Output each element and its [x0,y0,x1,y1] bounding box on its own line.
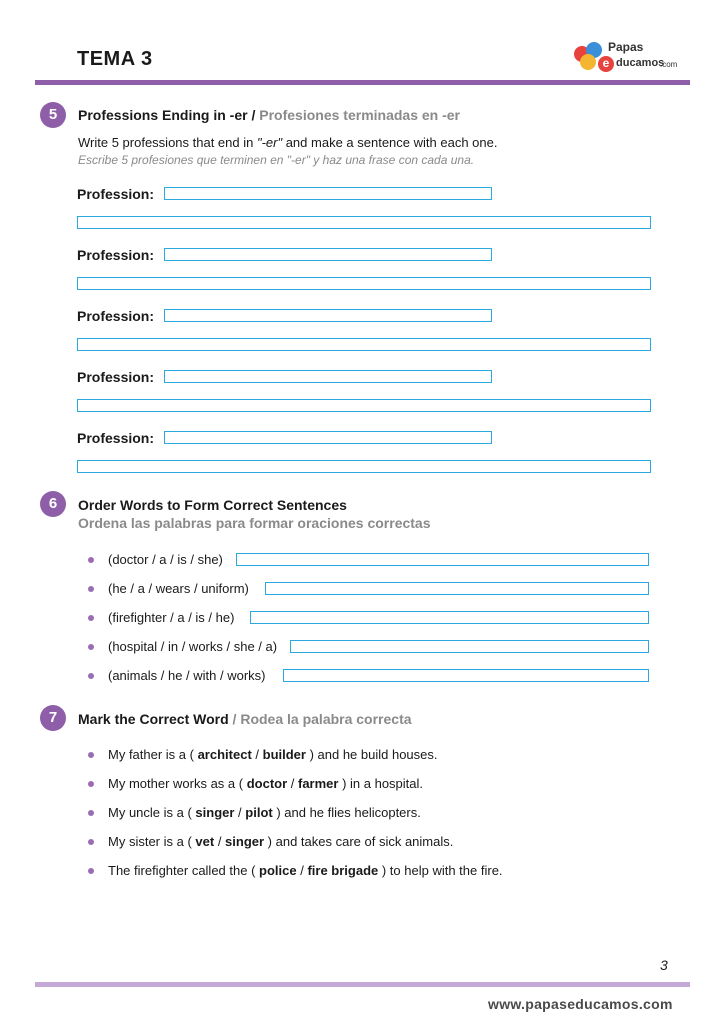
page-number: 3 [660,957,668,973]
profession-input-3[interactable] [164,309,492,322]
exercise-7-number: 7 [40,705,66,731]
profession-input-2[interactable] [164,248,492,261]
brand-logo [572,38,692,74]
exercise-7-subtitle: Rodea la palabra correcta [240,711,412,727]
choice-separator: / [234,805,246,820]
choice-option[interactable]: farmer [298,776,339,791]
choice-option[interactable]: pilot [245,805,273,820]
logo-text-1: Papas [608,40,644,54]
bullet-icon [88,673,94,679]
choice-option[interactable]: architect [197,747,252,762]
sentence-input-3[interactable] [77,338,651,351]
sentence-text: My father is a ( [108,747,198,762]
sentence-text: ) to help with the fire. [378,863,503,878]
exercise-5-instruction-es: Escribe 5 profesiones que terminen en "-er" y haz una frase con cada una. [78,153,475,167]
choice-option[interactable]: fire brigade [307,863,379,878]
bullet-icon [88,868,94,874]
footer-divider [35,982,690,987]
choice-sentence-5 [108,863,503,878]
exercise-5-instruction [78,135,497,150]
profession-label-2: Profession: [77,247,155,263]
word-order-prompt-2: (he / a / wears / uniform) [108,581,249,596]
word-order-answer-2[interactable] [265,582,649,595]
choice-option[interactable]: doctor [246,776,288,791]
exercise-6-title: Order Words to Form Correct Sentences [78,497,347,513]
choice-sentence-3 [108,805,421,820]
word-order-answer-4[interactable] [290,640,649,653]
bullet-icon [88,810,94,816]
bullet-icon [88,752,94,758]
profession-label-5: Profession: [77,430,155,446]
profession-input-5[interactable] [164,431,492,444]
exercise-5-heading [78,107,460,123]
word-order-answer-1[interactable] [236,553,649,566]
sentence-text: My sister is a ( [108,834,196,849]
profession-input-1[interactable] [164,187,492,200]
choice-separator: / [251,747,263,762]
choice-separator: / [214,834,226,849]
word-order-answer-5[interactable] [283,669,649,682]
heading-separator: / [228,711,241,727]
choice-sentence-2 [108,776,423,791]
choice-option[interactable]: police [259,863,297,878]
exercise-7-heading [78,711,412,727]
profession-label-4: Profession: [77,369,155,385]
footer-url[interactable]: www.papaseducamos.com [488,996,673,1012]
instruction-emphasis: "-er" [256,135,283,150]
sentence-text: ) and he build houses. [305,747,438,762]
instruction-part: Write 5 professions that end in [78,135,257,150]
exercise-7-title: Mark the Correct Word [78,711,229,727]
profession-label-3: Profession: [77,308,155,324]
sentence-text: The firefighter called the ( [108,863,260,878]
bullet-icon [88,839,94,845]
choice-option[interactable]: singer [195,805,235,820]
sentence-text: My mother works as a ( [108,776,247,791]
logo-text-2: ducamos [616,57,665,69]
logo-e-badge: e [598,56,614,72]
sentence-text: My uncle is a ( [108,805,196,820]
profession-label-1: Profession: [77,186,155,202]
header-divider [35,80,690,85]
sentence-input-1[interactable] [77,216,651,229]
choice-separator: / [287,776,298,791]
instruction-part: and make a sentence with each one. [282,135,498,150]
word-order-prompt-4: (hospital / in / works / she / a) [108,639,278,654]
choice-option[interactable]: builder [262,747,306,762]
bullet-icon [88,644,94,650]
sentence-input-4[interactable] [77,399,651,412]
word-order-prompt-5: (animals / he / with / works) [108,668,266,683]
sentence-input-5[interactable] [77,460,651,473]
choice-sentence-4 [108,834,453,849]
sentence-text: ) and he flies helicopters. [272,805,421,820]
word-order-answer-3[interactable] [250,611,649,624]
profession-input-4[interactable] [164,370,492,383]
choice-option[interactable]: singer [225,834,265,849]
word-order-prompt-3: (firefighter / a / is / he) [108,610,235,625]
bullet-icon [88,615,94,621]
exercise-6-subtitle: Ordena las palabras para formar oraciones correctas [78,515,431,531]
sentence-text: ) and takes care of sick animals. [264,834,454,849]
word-order-prompt-1: (doctor / a / is / she) [108,552,223,567]
page-title: TEMA 3 [77,48,153,70]
choice-sentence-1 [108,747,438,762]
exercise-5-subtitle: Profesiones terminadas en -er [259,107,461,123]
choice-separator: / [296,863,308,878]
sentence-text: ) in a hospital. [338,776,424,791]
exercise-5-title: Professions Ending in -er [78,107,248,123]
logo-text-suffix: .com [660,60,678,69]
heading-separator: / [247,107,260,123]
bullet-icon [88,586,94,592]
choice-option[interactable]: vet [195,834,215,849]
exercise-6-number: 6 [40,491,66,517]
bullet-icon [88,781,94,787]
exercise-5-number: 5 [40,102,66,128]
sentence-input-2[interactable] [77,277,651,290]
bullet-icon [88,557,94,563]
